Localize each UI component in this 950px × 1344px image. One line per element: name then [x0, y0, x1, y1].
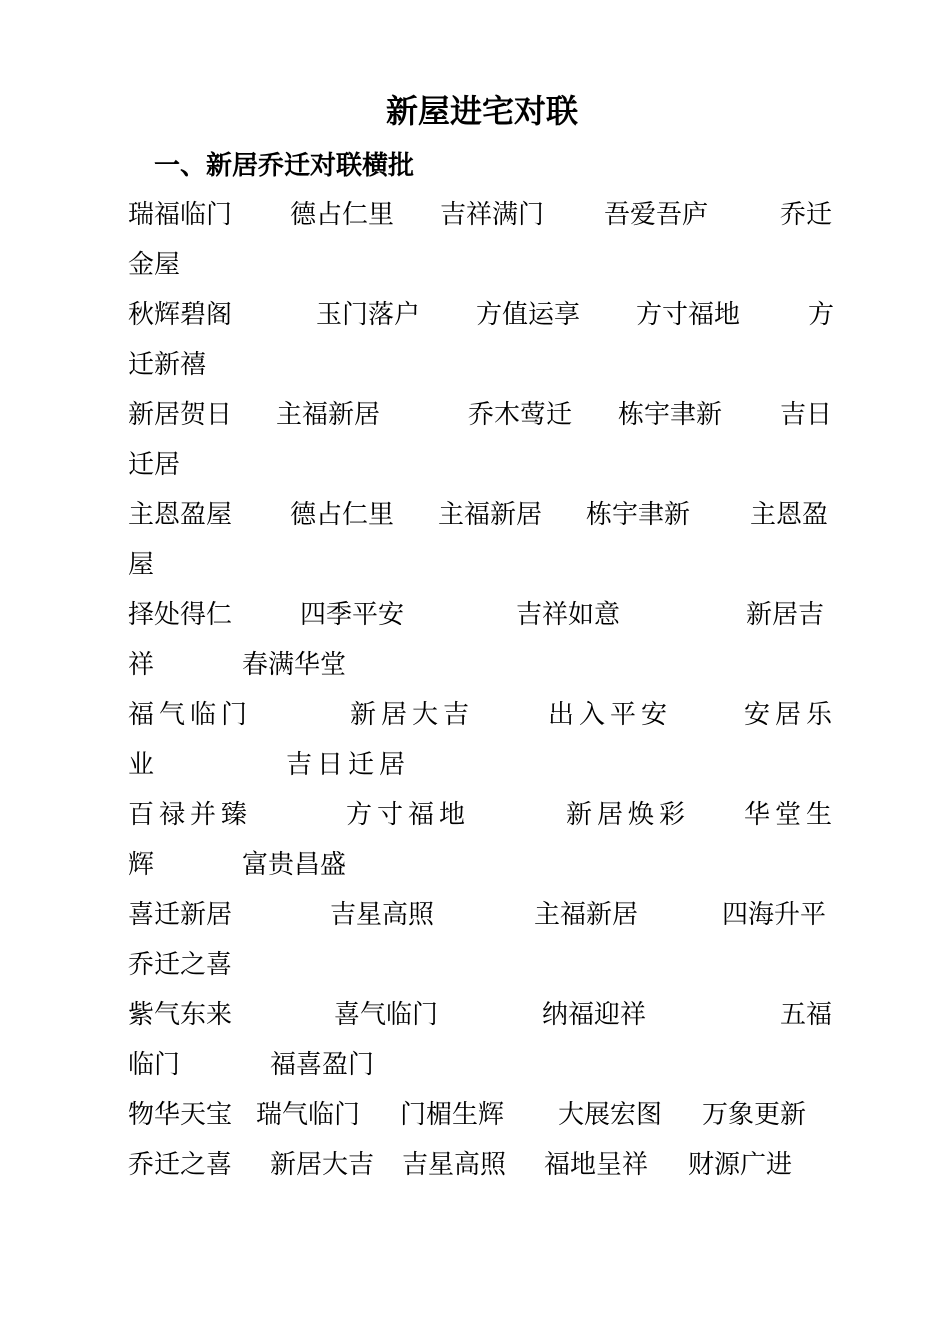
couplet-phrase: 业	[128, 750, 160, 780]
text-line	[128, 290, 836, 340]
couplet-phrase: 新居吉	[746, 600, 825, 630]
section-heading: 一、新居乔迁对联横批	[154, 151, 415, 181]
couplet-phrase: 瑞气临门	[256, 1100, 361, 1130]
couplet-phrase: 四海升平	[722, 900, 827, 930]
couplet-phrase: 纳福迎祥	[542, 1000, 647, 1030]
text-line	[128, 790, 836, 840]
couplet-phrase: 新居大吉	[350, 700, 475, 730]
couplet-phrase: 主福新居	[276, 400, 381, 430]
couplet-phrase: 乔迁	[780, 200, 833, 230]
text-line	[128, 540, 836, 590]
couplet-phrase: 紫气东来	[128, 1000, 233, 1030]
couplet-phrase: 屋	[128, 550, 155, 580]
couplet-phrase: 祥	[128, 650, 155, 680]
couplet-phrase: 新居焕彩	[566, 800, 691, 830]
couplet-phrase: 瑞福临门	[128, 200, 233, 230]
couplet-phrase: 福喜盈门	[270, 1050, 375, 1080]
couplet-phrase: 福地呈祥	[544, 1150, 649, 1180]
text-line	[128, 490, 836, 540]
couplet-phrase: 春满华堂	[242, 650, 347, 680]
couplet-phrase: 迁新禧	[128, 350, 207, 380]
couplet-phrase: 主恩盈屋	[128, 500, 233, 530]
couplet-phrase: 喜气临门	[334, 1000, 439, 1030]
couplet-phrase: 吉祥满门	[440, 200, 545, 230]
couplet-phrase: 新居贺日	[128, 400, 233, 430]
text-line	[128, 690, 836, 740]
couplet-phrase: 迁居	[128, 450, 181, 480]
couplet-phrase: 出入平安	[548, 700, 673, 730]
couplet-phrase: 栋宇聿新	[618, 400, 723, 430]
text-line	[128, 990, 836, 1040]
couplet-phrase: 临门	[128, 1050, 181, 1080]
couplet-phrase: 四季平安	[300, 600, 405, 630]
couplet-phrase: 门楣生辉	[400, 1100, 505, 1130]
couplet-phrase: 福气临门	[128, 700, 253, 730]
couplet-phrase: 择处得仁	[128, 600, 233, 630]
couplet-phrase: 吾爱吾庐	[604, 200, 709, 230]
couplet-phrase: 安居乐	[744, 700, 838, 730]
couplet-phrase: 喜迁新居	[128, 900, 233, 930]
text-line	[128, 390, 836, 440]
couplet-list	[128, 190, 836, 1190]
couplet-phrase: 吉祥如意	[516, 600, 621, 630]
couplet-phrase: 乔迁之喜	[128, 950, 233, 980]
couplet-phrase: 德占仁里	[290, 500, 395, 530]
text-line	[128, 340, 836, 390]
couplet-phrase: 富贵昌盛	[242, 850, 347, 880]
text-line	[128, 1140, 836, 1190]
couplet-phrase: 辉	[128, 850, 155, 880]
couplet-phrase: 五福	[780, 1000, 833, 1030]
text-line	[128, 740, 836, 790]
text-line	[128, 240, 836, 290]
couplet-phrase: 财源广进	[688, 1150, 793, 1180]
couplet-phrase: 吉日迁居	[286, 750, 411, 780]
couplet-phrase: 主福新居	[534, 900, 639, 930]
couplet-phrase: 方寸福地	[636, 300, 741, 330]
text-line	[128, 1040, 836, 1090]
document-title: 新屋进宅对联	[385, 92, 578, 130]
couplet-phrase: 方寸福地	[346, 800, 471, 830]
couplet-phrase: 主恩盈	[750, 500, 829, 530]
couplet-phrase: 方	[808, 300, 835, 330]
couplet-phrase: 乔木莺迁	[468, 400, 573, 430]
text-line	[128, 640, 836, 690]
couplet-phrase: 物华天宝	[128, 1100, 233, 1130]
couplet-phrase: 吉日	[780, 400, 833, 430]
couplet-phrase: 玉门落户	[316, 300, 421, 330]
text-line	[128, 590, 836, 640]
text-line	[128, 890, 836, 940]
couplet-phrase: 德占仁里	[290, 200, 395, 230]
text-line	[128, 940, 836, 990]
couplet-phrase: 大展宏图	[558, 1100, 663, 1130]
couplet-phrase: 百禄并臻	[128, 800, 253, 830]
couplet-phrase: 华堂生	[744, 800, 838, 830]
couplet-phrase: 万象更新	[702, 1100, 807, 1130]
text-line	[128, 1090, 836, 1140]
couplet-phrase: 吉星高照	[330, 900, 435, 930]
couplet-phrase: 秋辉碧阁	[128, 300, 233, 330]
text-line	[128, 440, 836, 490]
text-line	[128, 190, 836, 240]
text-line	[128, 840, 836, 890]
couplet-phrase: 新居大吉	[270, 1150, 375, 1180]
couplet-phrase: 方值运享	[476, 300, 581, 330]
couplet-phrase: 乔迁之喜	[128, 1150, 233, 1180]
couplet-phrase: 主福新居	[438, 500, 543, 530]
couplet-phrase: 吉星高照	[402, 1150, 507, 1180]
couplet-phrase: 金屋	[128, 250, 181, 280]
couplet-phrase: 栋宇聿新	[586, 500, 691, 530]
